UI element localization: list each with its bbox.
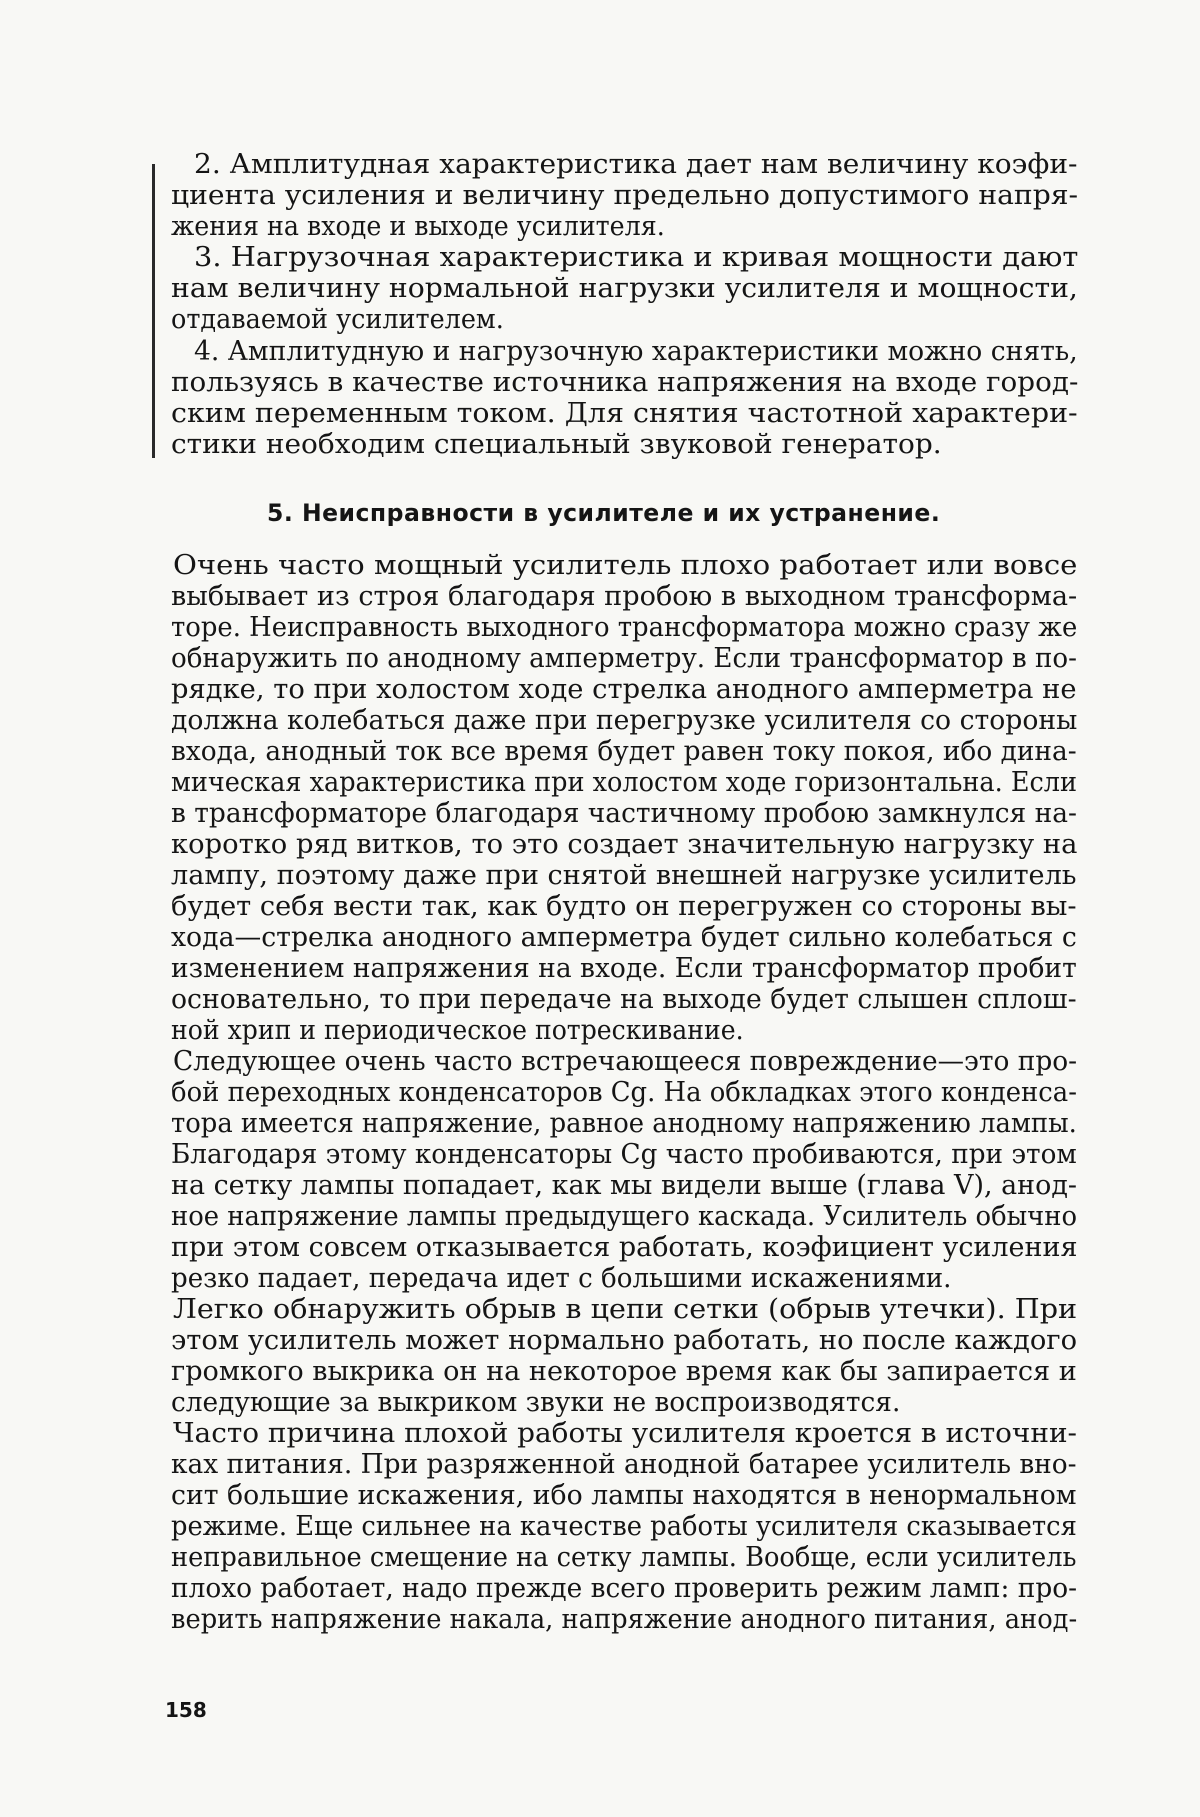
list-line: стики необходим специальный звуковой генератор. — [171, 429, 942, 461]
body-line: тора имеется напряжение, равное анодному напряжению лампы. — [171, 1108, 1077, 1140]
body-line: лампу, поэтому даже при снятой внешней нагрузке усилитель — [171, 860, 1077, 892]
body-line: изменением напряжения на входе. Если трансформатор пробит — [171, 953, 1077, 985]
body-line: на сетку лампы попадает, как мы видели выше (глава V), анод- — [171, 1170, 1077, 1202]
section-heading: 5. Неисправности в усилителе и их устранение. — [267, 498, 940, 528]
list-line: 2. Амплитудная характеристика дает нам величину коэфи- — [194, 149, 1077, 181]
body-line: обнаружить по анодному амперметру. Если трансформатор в по- — [171, 643, 1077, 675]
body-line: резко падает, передача идет с большими искажениями. — [171, 1263, 951, 1295]
body-line: хода—стрелка анодного амперметра будет сильно колебаться с — [171, 922, 1077, 954]
body-line: торе. Неисправность выходного трансформатора можно сразу же — [171, 612, 1077, 644]
body-line: громкого выкрика он на некоторое время как бы запирается и — [171, 1356, 1077, 1388]
list-line: нам величину нормальной нагрузки усилителя и мощности, — [171, 273, 1078, 305]
body-line: рядке, то при холостом ходе стрелка анодного амперметра не — [171, 674, 1076, 706]
book-page — [0, 0, 1200, 1817]
margin-bar — [152, 164, 155, 458]
body-line: ках питания. При разряженной анодной батарее усилитель вно- — [171, 1449, 1077, 1481]
list-line: пользуясь в качестве источника напряжения на входе город- — [171, 367, 1078, 399]
body-line: верить напряжение накала, напряжение анодного питания, анод- — [171, 1604, 1077, 1636]
body-line: плохо работает, надо прежде всего проверить режим ламп: про- — [171, 1573, 1077, 1605]
body-line: этом усилитель может нормально работать, но после каждого — [171, 1325, 1077, 1357]
body-line: сит большие искажения, ибо лампы находятся в ненормальном — [171, 1480, 1077, 1512]
list-line: жения на входе и выходе усилителя. — [171, 211, 665, 243]
body-line: неправильное смещение на сетку лампы. Вообще, если усилитель — [171, 1542, 1077, 1574]
body-line: Благодаря этому конденсаторы Cg часто пробиваются, при этом — [171, 1139, 1077, 1171]
body-line: следующие за выкриком звуки не воспроизводятся. — [171, 1387, 900, 1419]
body-line: основательно, то при передаче на выходе будет слышен сплош- — [171, 984, 1077, 1016]
page-number: 158 — [165, 1698, 207, 1722]
body-line: ное напряжение лампы предыдущего каскада. Усилитель обычно — [171, 1201, 1077, 1233]
body-line: коротко ряд витков, то это создает значительную нагрузку на — [171, 829, 1077, 861]
body-line: должна колебаться даже при перегрузке усилителя со стороны — [171, 705, 1077, 737]
body-line: Очень часто мощный усилитель плохо работает или вовсе — [173, 550, 1077, 582]
list-line: отдаваемой усилителем. — [171, 304, 504, 336]
body-line: в трансформаторе благодаря частичному пробою замкнулся на- — [171, 798, 1077, 830]
body-line: будет себя вести так, как будто он перегружен со стороны вы- — [171, 891, 1077, 923]
list-line: 4. Амплитудную и нагрузочную характеристики можно снять, — [194, 336, 1078, 368]
body-line: мическая характеристика при холостом ходе горизонтальна. Если — [171, 767, 1077, 799]
list-line: ским переменным током. Для снятия частотной характери- — [171, 398, 1078, 430]
body-line: Следующее очень часто встречающееся повреждение—это про- — [173, 1046, 1077, 1078]
body-line: ной хрип и периодическое потрескивание. — [171, 1015, 744, 1047]
body-line: режиме. Еще сильнее на качестве работы усилителя сказывается — [171, 1511, 1077, 1543]
body-line: выбывает из строя благодаря пробою в выходном трансформа- — [171, 581, 1077, 613]
body-line: Часто причина плохой работы усилителя кроется в источни- — [173, 1418, 1077, 1450]
list-line: циента усиления и величину предельно допустимого напря- — [171, 180, 1078, 212]
body-line: при этом совсем отказывается работать, коэфициент усиления — [171, 1232, 1077, 1264]
body-line: Легко обнаружить обрыв в цепи сетки (обрыв утечки). При — [173, 1294, 1077, 1326]
body-line: бой переходных конденсаторов Cg. На обкладках этого конденса- — [171, 1077, 1077, 1109]
list-line: 3. Нагрузочная характеристика и кривая мощности дают — [194, 242, 1078, 274]
body-line: входа, анодный ток все время будет равен току покоя, ибо дина- — [171, 736, 1077, 768]
